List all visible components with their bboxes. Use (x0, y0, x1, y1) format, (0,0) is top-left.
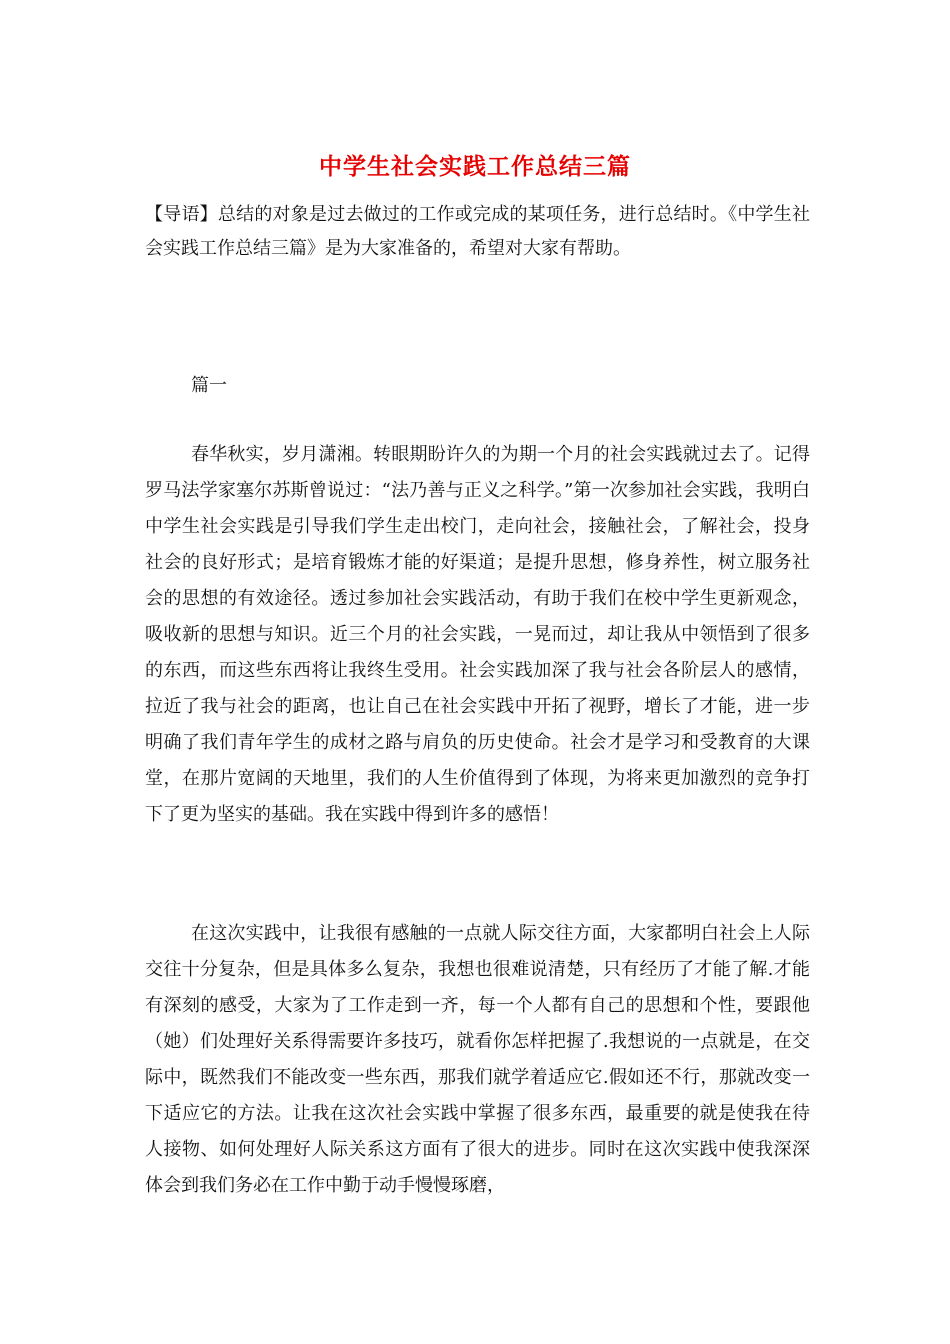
body-paragraph: 春华秋实，岁月潇湘。转眼期盼许久的为期一个月的社会实践就过去了。记得罗马法学家塞尔苏斯曾说过：“法乃善与正义之科学。”第一次参加社会实践，我明白中学生社会实践是引导我们学生走出校门，走向社会，接触社会，了解社会，投身社会的良好形式；是培育锻炼才能的好渠道；是提升思想，修身养性，树立服务社会的思想的有效途径。透过参加社会实践活动，有助于我们在校中学生更新观念，吸收新的思想与知识。近三个月的社会实践，一晃而过，却让我从中领悟到了很多的东西，而这些东西将让我终生受用。社会实践加深了我与社会各阶层人的感情，拉近了我与社会的距离，也让自己在社会实践中开拓了视野，增长了才能，进一步明确了我们青年学生的成材之路与肩负的历史使命。社会才是学习和受教育的大课堂，在那片宽阔的天地里，我们的人生价值得到了体现，为将来更加激烈的竞争打下了更为坚实的基础。我在实践中得到许多的感悟！ (145, 444, 810, 825)
intro-paragraph: 【导语】总结的对象是过去做过的工作或完成的某项任务，进行总结时。《中学生社会实践工作总结三篇》是为大家准备的，希望对大家有帮助。 (145, 204, 810, 259)
section-heading: 篇一 (191, 375, 227, 396)
document-title: 中学生社会实践工作总结三篇 (319, 153, 631, 180)
body-paragraph: 在这次实践中，让我很有感触的一点就人际交往方面，大家都明白社会上人际交往十分复杂，但是具体多么复杂，我想也很难说清楚，只有经历了才能了解.才能有深刻的感受，大家为了工作走到一齐，每一个人都有自己的思想和个性，要跟他（她）们处理好关系得需要许多技巧，就看你怎样把握了.我想说的一点就是，在交际中，既然我们不能改变一些东西，那我们就学着适应它.假如还不行，那就改变一下适应它的方法。让我在这次社会实践中掌握了很多东西，最重要的就是使我在待人接物、如何处理好人际关系这方面有了很大的进步。同时在这次实践中使我深深体会到我们务必在工作中勤于动手慢慢琢磨， (145, 923, 810, 1196)
